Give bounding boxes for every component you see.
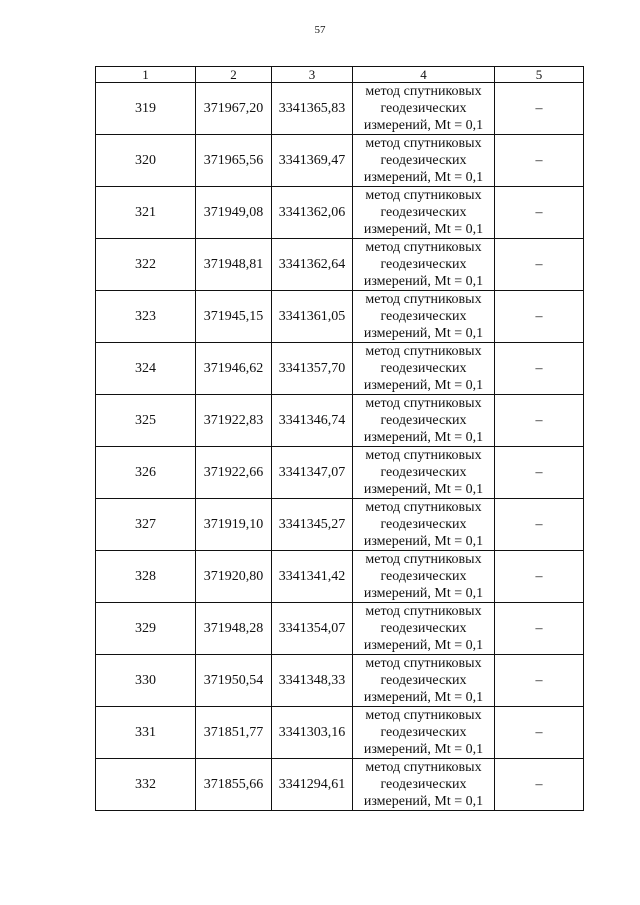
x-coordinate-cell: 371948,81 — [196, 239, 272, 291]
method-line: измерений, Mt = 0,1 — [363, 482, 484, 497]
method-cell — [353, 135, 495, 187]
method-line: измерений, Mt = 0,1 — [363, 794, 484, 809]
point-number-cell: 325 — [96, 395, 196, 447]
note-cell: – — [495, 603, 584, 655]
table-row — [96, 655, 584, 707]
x-coordinate-cell: 371967,20 — [196, 83, 272, 135]
x-coordinate-cell: 371948,28 — [196, 603, 272, 655]
method-line: геодезических — [380, 777, 467, 792]
table-row — [96, 551, 584, 603]
y-coordinate-cell: 3341348,33 — [272, 655, 353, 707]
method-line: геодезических — [380, 621, 467, 636]
table-row — [96, 135, 584, 187]
method-line: измерений, Mt = 0,1 — [363, 534, 484, 549]
method-line: метод спутниковых — [365, 136, 482, 151]
method-line: измерений, Mt = 0,1 — [363, 378, 484, 393]
point-number-cell: 329 — [96, 603, 196, 655]
point-number-cell: 321 — [96, 187, 196, 239]
col-header-1: 1 — [96, 67, 196, 83]
method-line: геодезических — [380, 309, 467, 324]
note-cell: – — [495, 499, 584, 551]
x-coordinate-cell: 371922,66 — [196, 447, 272, 499]
y-coordinate-cell: 3341347,07 — [272, 447, 353, 499]
x-coordinate-cell: 371855,66 — [196, 759, 272, 811]
method-line: метод спутниковых — [365, 500, 482, 515]
method-line: измерений, Mt = 0,1 — [363, 222, 484, 237]
point-number-cell: 328 — [96, 551, 196, 603]
method-line: метод спутниковых — [365, 552, 482, 567]
x-coordinate-cell: 371965,56 — [196, 135, 272, 187]
method-line: метод спутниковых — [365, 604, 482, 619]
method-line: геодезических — [380, 153, 467, 168]
table-row — [96, 603, 584, 655]
method-line: метод спутниковых — [365, 240, 482, 255]
method-line: измерений, Mt = 0,1 — [363, 690, 484, 705]
table-row — [96, 447, 584, 499]
point-number-cell: 319 — [96, 83, 196, 135]
point-number-cell: 322 — [96, 239, 196, 291]
y-coordinate-cell: 3341365,83 — [272, 83, 353, 135]
table-row — [96, 395, 584, 447]
method-cell — [353, 707, 495, 759]
method-line: измерений, Mt = 0,1 — [363, 638, 484, 653]
method-line: метод спутниковых — [365, 84, 482, 99]
note-cell: – — [495, 395, 584, 447]
page-number: 57 — [314, 24, 326, 36]
method-line: геодезических — [380, 569, 467, 584]
note-cell: – — [495, 83, 584, 135]
note-cell: – — [495, 135, 584, 187]
table-row — [96, 239, 584, 291]
method-line: измерений, Mt = 0,1 — [363, 274, 484, 289]
table-row — [96, 759, 584, 811]
y-coordinate-cell: 3341362,64 — [272, 239, 353, 291]
point-number-cell: 323 — [96, 291, 196, 343]
method-line: геодезических — [380, 725, 467, 740]
method-cell — [353, 343, 495, 395]
table-row — [96, 343, 584, 395]
method-line: геодезических — [380, 413, 467, 428]
table-row — [96, 499, 584, 551]
method-line: геодезических — [380, 673, 467, 688]
method-cell — [353, 83, 495, 135]
method-cell — [353, 551, 495, 603]
method-line: метод спутниковых — [365, 292, 482, 307]
method-cell — [353, 239, 495, 291]
col-header-4: 4 — [353, 67, 495, 83]
method-line: метод спутниковых — [365, 656, 482, 671]
method-line: измерений, Mt = 0,1 — [363, 118, 484, 133]
y-coordinate-cell: 3341354,07 — [272, 603, 353, 655]
col-header-2: 2 — [196, 67, 272, 83]
x-coordinate-cell: 371949,08 — [196, 187, 272, 239]
method-line: измерений, Mt = 0,1 — [363, 326, 484, 341]
method-line: метод спутниковых — [365, 188, 482, 203]
method-line: метод спутниковых — [365, 448, 482, 463]
y-coordinate-cell: 3341345,27 — [272, 499, 353, 551]
method-line: метод спутниковых — [365, 708, 482, 723]
y-coordinate-cell: 3341362,06 — [272, 187, 353, 239]
note-cell: – — [495, 551, 584, 603]
x-coordinate-cell: 371920,80 — [196, 551, 272, 603]
note-cell: – — [495, 759, 584, 811]
note-cell: – — [495, 447, 584, 499]
point-number-cell: 326 — [96, 447, 196, 499]
note-cell: – — [495, 239, 584, 291]
table-row — [96, 291, 584, 343]
note-cell: – — [495, 655, 584, 707]
header-row — [96, 67, 584, 83]
point-number-cell: 330 — [96, 655, 196, 707]
y-coordinate-cell: 3341303,16 — [272, 707, 353, 759]
y-coordinate-cell: 3341357,70 — [272, 343, 353, 395]
method-line: измерений, Mt = 0,1 — [363, 170, 484, 185]
method-line: измерений, Mt = 0,1 — [363, 430, 484, 445]
method-line: геодезических — [380, 101, 467, 116]
point-number-cell: 324 — [96, 343, 196, 395]
method-line: метод спутниковых — [365, 760, 482, 775]
method-cell — [353, 499, 495, 551]
table-row — [96, 83, 584, 135]
x-coordinate-cell: 371946,62 — [196, 343, 272, 395]
method-cell — [353, 655, 495, 707]
note-cell: – — [495, 291, 584, 343]
note-cell: – — [495, 707, 584, 759]
x-coordinate-cell: 371851,77 — [196, 707, 272, 759]
method-cell — [353, 447, 495, 499]
point-number-cell: 332 — [96, 759, 196, 811]
y-coordinate-cell: 3341369,47 — [272, 135, 353, 187]
note-cell: – — [495, 343, 584, 395]
method-cell — [353, 291, 495, 343]
note-cell: – — [495, 187, 584, 239]
x-coordinate-cell: 371950,54 — [196, 655, 272, 707]
y-coordinate-cell: 3341341,42 — [272, 551, 353, 603]
x-coordinate-cell: 371945,15 — [196, 291, 272, 343]
method-line: геодезических — [380, 257, 467, 272]
point-number-cell: 320 — [96, 135, 196, 187]
method-cell — [353, 395, 495, 447]
method-line: геодезических — [380, 361, 467, 376]
y-coordinate-cell: 3341361,05 — [272, 291, 353, 343]
col-header-5: 5 — [495, 67, 584, 83]
method-line: метод спутниковых — [365, 396, 482, 411]
method-cell — [353, 759, 495, 811]
table-row — [96, 707, 584, 759]
method-line: геодезических — [380, 205, 467, 220]
method-line: измерений, Mt = 0,1 — [363, 586, 484, 601]
y-coordinate-cell: 3341346,74 — [272, 395, 353, 447]
method-line: геодезических — [380, 517, 467, 532]
point-number-cell: 327 — [96, 499, 196, 551]
col-header-3: 3 — [272, 67, 353, 83]
method-cell — [353, 187, 495, 239]
x-coordinate-cell: 371922,83 — [196, 395, 272, 447]
y-coordinate-cell: 3341294,61 — [272, 759, 353, 811]
method-line: измерений, Mt = 0,1 — [363, 742, 484, 757]
method-line: метод спутниковых — [365, 344, 482, 359]
table-row — [96, 187, 584, 239]
method-cell — [353, 603, 495, 655]
point-number-cell: 331 — [96, 707, 196, 759]
coordinates-table — [95, 66, 584, 811]
method-line: геодезических — [380, 465, 467, 480]
table-body — [96, 83, 584, 811]
x-coordinate-cell: 371919,10 — [196, 499, 272, 551]
